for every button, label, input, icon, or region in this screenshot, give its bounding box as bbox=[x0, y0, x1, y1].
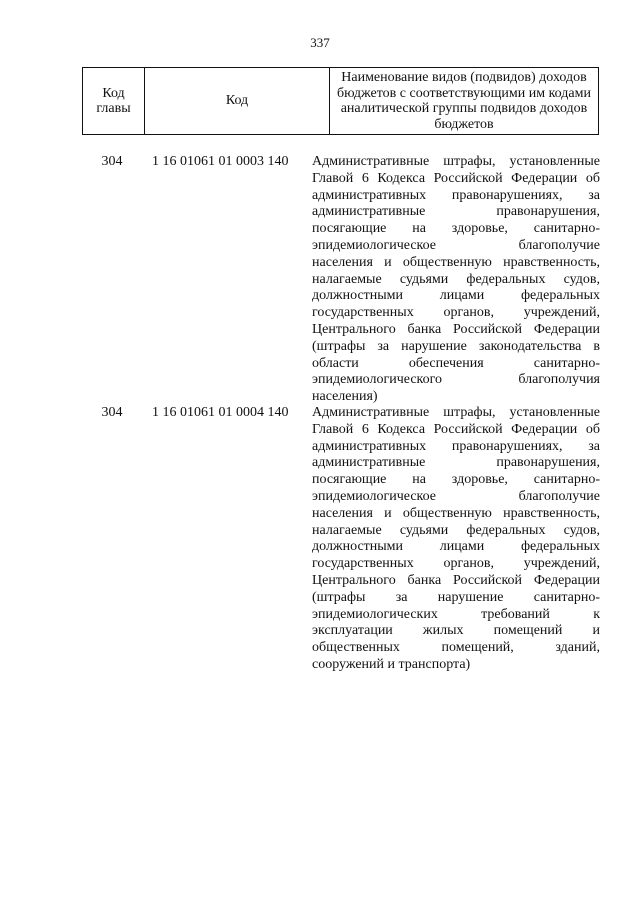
description-line: должностными лицами федеральных bbox=[312, 288, 600, 304]
description-line: налагаемые судьями федеральных судов, bbox=[312, 271, 600, 287]
description-line: (штрафы за нарушение санитарно- bbox=[312, 589, 600, 605]
entry-code: 1 16 01061 01 0004 140 bbox=[152, 405, 289, 420]
description-line: административных правонарушениях, за bbox=[312, 438, 600, 454]
header-name: Наименование видов (подвидов) доходов бюджетов с соответствующими им кодами аналитической группы подвидов доходов бюджетов bbox=[330, 68, 599, 135]
description-line: населения и общественную нравственность, bbox=[312, 505, 600, 521]
description-line: эпидемиологическое благополучие bbox=[312, 237, 600, 253]
description-line: эпидемиологическое благополучие bbox=[312, 488, 600, 504]
description-line: административные правонарушения, bbox=[312, 204, 600, 220]
entry-code: 1 16 01061 01 0003 140 bbox=[152, 154, 289, 169]
description-line: Главой 6 Кодекса Российской Федерации об bbox=[312, 421, 600, 437]
description-line: Главой 6 Кодекса Российской Федерации об bbox=[312, 170, 600, 186]
description-line: эпидемиологических требований к bbox=[312, 606, 600, 622]
description-line: посягающие на здоровье, санитарно- bbox=[312, 221, 600, 237]
description-line: Центрального банка Российской Федерации bbox=[312, 572, 600, 588]
description-line: должностными лицами федеральных bbox=[312, 539, 600, 555]
description-line: общественных помещений, зданий, bbox=[312, 640, 600, 656]
description-line: области обеспечения санитарно- bbox=[312, 355, 600, 371]
entry-glava: 304 bbox=[101, 405, 123, 420]
description-line: налагаемые судьями федеральных судов, bbox=[312, 522, 600, 538]
description-line: Административные штрафы, установленные bbox=[312, 405, 600, 420]
description-line: эпидемиологического благополучия bbox=[312, 372, 600, 388]
page-number: 337 bbox=[310, 35, 330, 50]
description-line: эксплуатации жилых помещений и bbox=[312, 623, 600, 639]
description-line: административные правонарушения, bbox=[312, 455, 600, 471]
description-line: (штрафы за нарушение законодательства в bbox=[312, 338, 600, 354]
column-header-table bbox=[82, 67, 599, 135]
description-line: государственных органов, учреждений, bbox=[312, 305, 600, 321]
description-line: административных правонарушениях, за bbox=[312, 187, 600, 203]
header-row bbox=[83, 68, 599, 135]
description-line: государственных органов, учреждений, bbox=[312, 556, 600, 572]
description-line: населения и общественную нравственность, bbox=[312, 254, 600, 270]
description-line: Административные штрафы, установленные bbox=[312, 154, 600, 169]
entry-description bbox=[312, 154, 600, 406]
description-line: посягающие на здоровье, санитарно- bbox=[312, 472, 600, 488]
header-glava: Код главы bbox=[83, 68, 145, 135]
header-kod: Код bbox=[145, 68, 330, 135]
entry-glava: 304 bbox=[101, 154, 123, 169]
description-line: населения) bbox=[312, 389, 378, 405]
description-line: Центрального банка Российской Федерации bbox=[312, 321, 600, 337]
entry-description bbox=[312, 405, 600, 674]
description-line: сооружений и транспорта) bbox=[312, 656, 471, 672]
